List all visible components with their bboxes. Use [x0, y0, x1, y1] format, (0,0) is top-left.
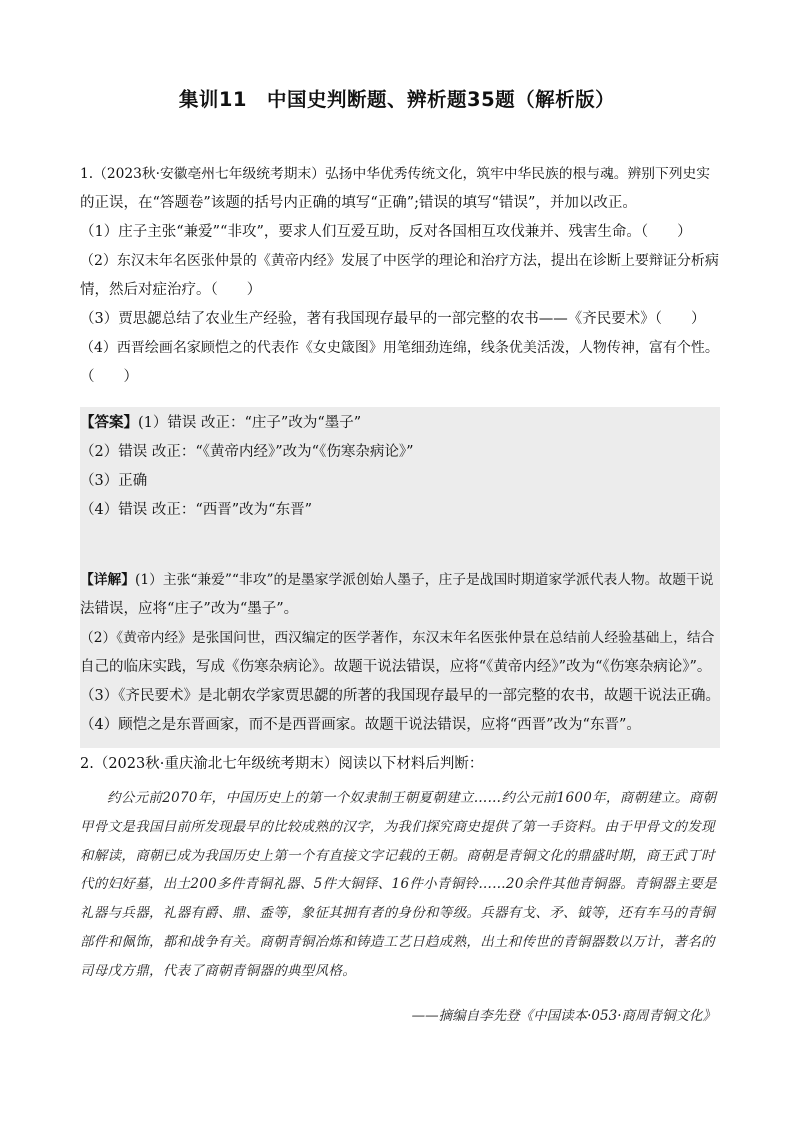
q1-item-1: （1）庄子主张“兼爱”“非攻”，要求人们互爱互助，反对各国相互攻伐兼并、残害生命。（ ）	[80, 224, 692, 240]
q1-stem-line2: 的正误，在“答题卷”该题的括号内正确的填写“正确”;错误的填写“错误”，并加以改正。	[80, 195, 637, 211]
q1-item-4-line2: （ ）	[80, 369, 138, 385]
page-title: 集训11 中国史判断题、辨析题35题（解析版）	[178, 88, 616, 111]
detail-3: （3）《齐民要术》是北朝农学家贾思勰的所著的我国现存最早的一部完整的农书，故题干说法正确。	[80, 688, 720, 704]
q1-stem-line1: 1.（2023秋·安徽亳州七年级统考期末）弘扬中华优秀传统文化，筑牢中华民族的根与魂。辨别下列史实	[80, 166, 710, 182]
answer-2: （2）错误 改正：“《黄帝内经》”改为“《伤寒杂病论》”	[80, 444, 414, 460]
detail-4: （4）顾恺之是东晋画家，而不是西晋画家。故题干说法错误，应将“西晋”改为“东晋”。	[80, 717, 641, 733]
material-line-2: 甲骨文是我国目前所发现最早的比较成熟的汉字，为我们探究商史提供了第一手资料。由于甲骨文的发现	[80, 818, 715, 835]
detail-line-1	[80, 566, 720, 595]
answer-1: (1）错误 改正：“庄子”改为“墨子”	[138, 415, 362, 431]
q1-item-2-line1: （2）东汉末年名医张仲景的《黄帝内经》发展了中医学的理论和治疗方法，提出在诊断上要辩证分析病	[80, 253, 719, 269]
question-2	[80, 750, 720, 779]
material-line-4: 代的妇好墓，出土200多件青铜礼器、5件大铜铎、16件小青铜铃……20余件其他青铜器。青铜器主要是	[80, 876, 717, 893]
material-line-5: 礼器与兵器，礼器有爵、鼎、盉等，象征其拥有者的身份和等级。兵器有戈、矛、钺等，还有车马的青铜	[80, 905, 715, 922]
material-line-6: 部件和佩饰，都和战争有关。商朝青铜冶炼和铸造工艺日趋成熟，出土和传世的青铜器数以万计，著名的	[80, 933, 715, 950]
detail-section	[80, 566, 720, 740]
answer-line-1	[80, 408, 720, 438]
detail-label: 【详解】	[80, 572, 136, 588]
q2-stem: 2.（2023秋·重庆渝北七年级统考期末）阅读以下材料后判断：	[80, 756, 484, 772]
answer-3: （3）正确	[80, 473, 148, 489]
material-line-3: 和解读，商朝已成为我国历史上第一个有直接文字记载的王朝。商朝是青铜文化的鼎盛时期，商王武丁时	[80, 847, 715, 864]
material-line-1: 约公元前2070年，中国历史上的第一个奴隶制王朝夏朝建立……约公元前1600年，商朝建立。商朝	[107, 790, 717, 806]
material-line-7: 司母戊方鼎，代表了商朝青铜器的典型风格。	[80, 962, 356, 979]
answer-4: （4）错误 改正：“西晋”改为“东晋”	[80, 502, 312, 518]
q2-material	[80, 784, 720, 986]
question-1	[80, 160, 720, 392]
detail-2-line2: 自己的临床实践，写成《伤寒杂病论》。故题干说法错误，应将“《黄帝内经》”改为“《伤寒杂病论》”。	[80, 659, 712, 675]
detail-1-line1: (1）主张“兼爱”“非攻”的是墨家学派创始人墨子，庄子是战国时期道家学派代表人物。故题干说	[135, 572, 714, 588]
answer-label: 【答案】	[80, 414, 138, 431]
q1-item-2-line2: 情，然后对症治疗。（ ）	[80, 282, 262, 298]
q1-item-4-line1: （4）西晋绘画名家顾恺之的代表作《女史箴图》用笔细劲连绵，线条优美活泼，人物传神，富有个性。	[80, 340, 719, 356]
detail-1-line2: 法错误，应将“庄子”改为“墨子”。	[80, 601, 299, 617]
material-source: ——摘编自李先登《中国读本·053·商周青铜文化》	[411, 1008, 716, 1024]
q1-item-3: （3）贾思勰总结了农业生产经验，著有我国现存最早的一部完整的农书——《齐民要术》（ ）	[80, 311, 706, 327]
detail-2-line1: （2）《黄帝内经》是张国问世，西汉编定的医学著作，东汉末年名医张仲景在总结前人经验基础上，结合	[80, 630, 715, 646]
answer-section	[80, 408, 720, 525]
